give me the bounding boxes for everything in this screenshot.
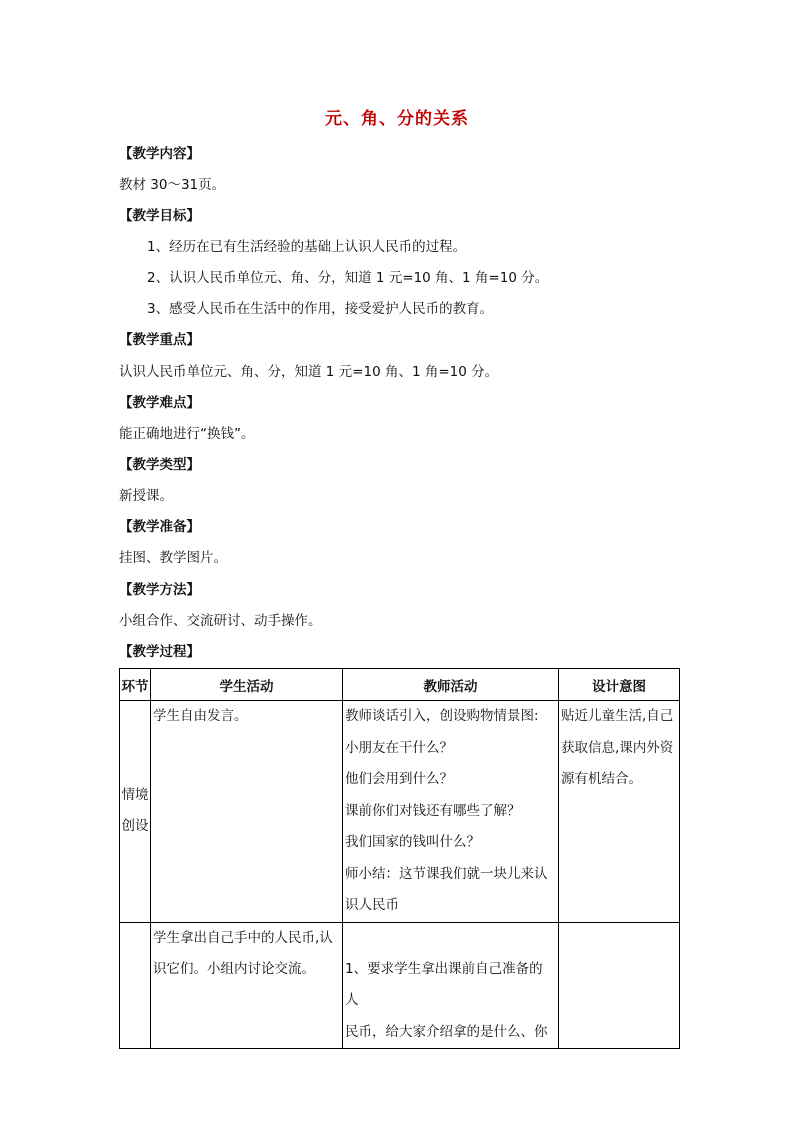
teacher-activity-line: 我们国家的钱叫什么？ (345, 834, 480, 850)
section-heading-method: 【教学方法】 (119, 582, 200, 598)
header-stage: 环节 (120, 669, 151, 701)
type-text: 新授课。 (119, 488, 173, 504)
section-heading-type: 【教学类型】 (119, 457, 200, 473)
stage-label: 情境 (121, 786, 149, 803)
stage-cell (120, 701, 151, 923)
teacher-activity-line: 师小结：这节课我们就一块儿来认 (345, 865, 548, 882)
design-intent-line: 贴近儿童生活,自己 (561, 708, 674, 724)
difficulty-text: 能正确地进行“换钱”。 (119, 426, 255, 442)
document-title: 元、角、分的关系 (325, 109, 469, 129)
method-text: 小组合作、交流研讨、动手操作。 (119, 613, 322, 629)
stage-label: 创设 (121, 818, 149, 835)
goal-item: 2、认识人民币单位元、角、分，知道 1 元=10 角、1 角=10 分。 (147, 270, 549, 286)
student-activity-text: 学生自由发言。 (153, 708, 248, 724)
process-table (119, 668, 680, 1049)
teacher-activity-cell (343, 922, 559, 1049)
section-heading-difficulty: 【教学难点】 (119, 395, 200, 411)
section-heading-key: 【教学重点】 (119, 332, 200, 348)
teacher-activity-line: 教师谈话引入，创设购物情景图: (345, 708, 539, 724)
key-text: 认识人民币单位元、角、分，知道 1 元=10 角、1 角=10 分。 (119, 364, 499, 380)
table-header-row (120, 669, 680, 701)
design-intent-cell (559, 701, 680, 923)
teacher-activity-line: 小朋友在干什么？ (345, 739, 453, 756)
teacher-activity-cell (343, 701, 559, 923)
student-activity-cell (151, 701, 343, 923)
teacher-activity-line: 1、要求学生拿出课前自己准备的人 (345, 960, 543, 1008)
section-heading-goals: 【教学目标】 (119, 208, 200, 224)
table-row (120, 701, 680, 923)
content-text: 教材 30～31页。 (119, 177, 226, 193)
student-activity-cell (151, 922, 343, 1049)
section-heading-content: 【教学内容】 (119, 146, 200, 162)
teacher-activity-line: 民币，给大家介绍拿的是什么、你 (345, 1023, 548, 1040)
section-heading-prep: 【教学准备】 (119, 519, 200, 535)
header-student-activity: 学生活动 (151, 669, 343, 701)
goal-item: 1、经历在已有生活经验的基础上认识人民币的过程。 (147, 239, 467, 255)
table-row (120, 922, 680, 1049)
student-activity-line: 识它们。小组内讨论交流。 (153, 961, 315, 977)
student-activity-line: 学生拿出自己手中的人民币,认 (153, 929, 333, 946)
stage-cell (120, 922, 151, 1049)
prep-text: 挂图、教学图片。 (119, 550, 227, 566)
header-teacher-activity: 教师活动 (343, 669, 559, 701)
section-heading-process: 【教学过程】 (119, 644, 200, 660)
goal-item: 3、感受人民币在生活中的作用，接受爱护人民币的教育。 (147, 301, 494, 317)
teacher-activity-line: 课前你们对钱还有哪些了解？ (345, 802, 521, 819)
teacher-activity-line: 识人民币 (345, 897, 399, 913)
teacher-activity-line: 他们会用到什么？ (345, 771, 453, 787)
design-intent-cell (559, 922, 680, 1049)
design-intent-line: 源有机结合。 (561, 771, 642, 787)
design-intent-line: 获取信息,课内外资 (561, 739, 674, 756)
header-design-intent: 设计意图 (559, 669, 680, 701)
